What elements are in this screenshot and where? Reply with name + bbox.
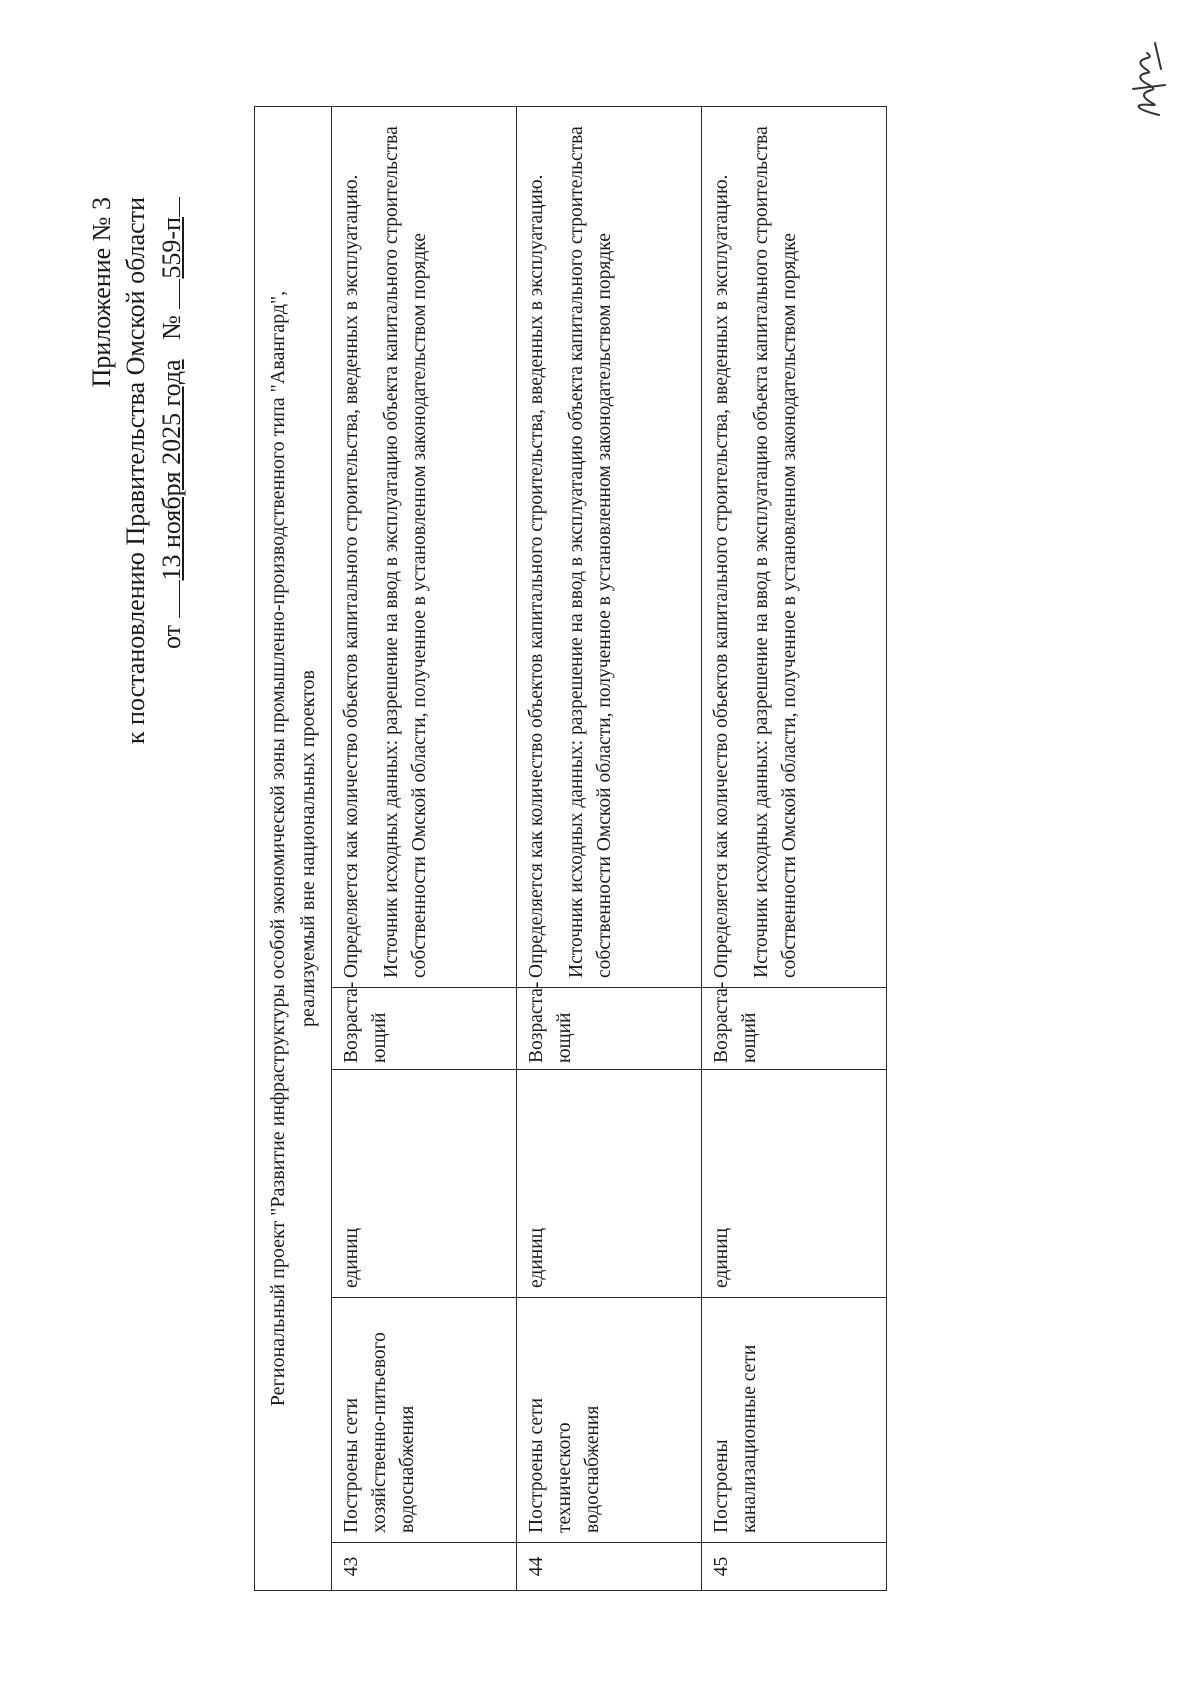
appendix-subtitle: к постановлению Правительства Омской области: [121, 197, 150, 745]
unit-of-measure: единиц: [517, 1070, 702, 1298]
signature-icon: [1125, 39, 1169, 119]
indicator-name: Построены сети хозяйственно-питьевого водоснабжения: [332, 1298, 517, 1543]
indicator-type: Возраста-ющий: [332, 988, 517, 1070]
table-row: [517, 107, 702, 1591]
number-label: №: [157, 315, 186, 340]
section-title-row: [255, 107, 332, 1591]
from-label: от: [157, 625, 186, 650]
section-title: Региональный проект "Развитие инфраструктуры особой экономической зоны промышленно-производственного типа "Авангард", реализуемый вне национальных проектов: [255, 107, 332, 1591]
row-number: 44: [517, 1543, 702, 1591]
row-number: 45: [702, 1543, 887, 1591]
calculation-method: Определяется как количество объектов капитального строительства, введенных в эксплуатацию. Источник исходных данных: разрешение на ввод в эксплуатацию объекта капитального строительства собственности Омской области, полученное в установленном законодательством порядке: [332, 107, 517, 988]
calculation-method: Определяется как количество объектов капитального строительства, введенных в эксплуатацию. Источник исходных данных: разрешение на ввод в эксплуатацию объекта капитального строительства собственности Омской области, полученное в установленном законодательством порядке: [517, 107, 702, 988]
unit-of-measure: единиц: [702, 1070, 887, 1298]
table-row: [332, 107, 517, 1591]
row-number: 43: [332, 1543, 517, 1591]
calculation-method: Определяется как количество объектов капитального строительства, введенных в эксплуатацию. Источник исходных данных: разрешение на ввод в эксплуатацию объекта капитального строительства собственности Омской области, полученное в установленном законодательством порядке: [702, 107, 887, 988]
decree-date: 13 ноября 2025 года: [157, 359, 186, 581]
table-row: [702, 107, 887, 1591]
indicator-type: Возраста-ющий: [517, 988, 702, 1070]
indicator-name: Построены канализационные сети: [702, 1298, 887, 1543]
indicators-table: [254, 106, 887, 1591]
indicator-type: Возраста-ющий: [702, 988, 887, 1070]
unit-of-measure: единиц: [332, 1070, 517, 1298]
appendix-title: Приложение № 3: [87, 197, 116, 388]
decree-number: 559-п: [157, 217, 186, 279]
appendix-date-line: [153, 197, 189, 917]
indicator-name: Построены сети технического водоснабжения: [517, 1298, 702, 1543]
appendix-header: [85, 197, 189, 917]
